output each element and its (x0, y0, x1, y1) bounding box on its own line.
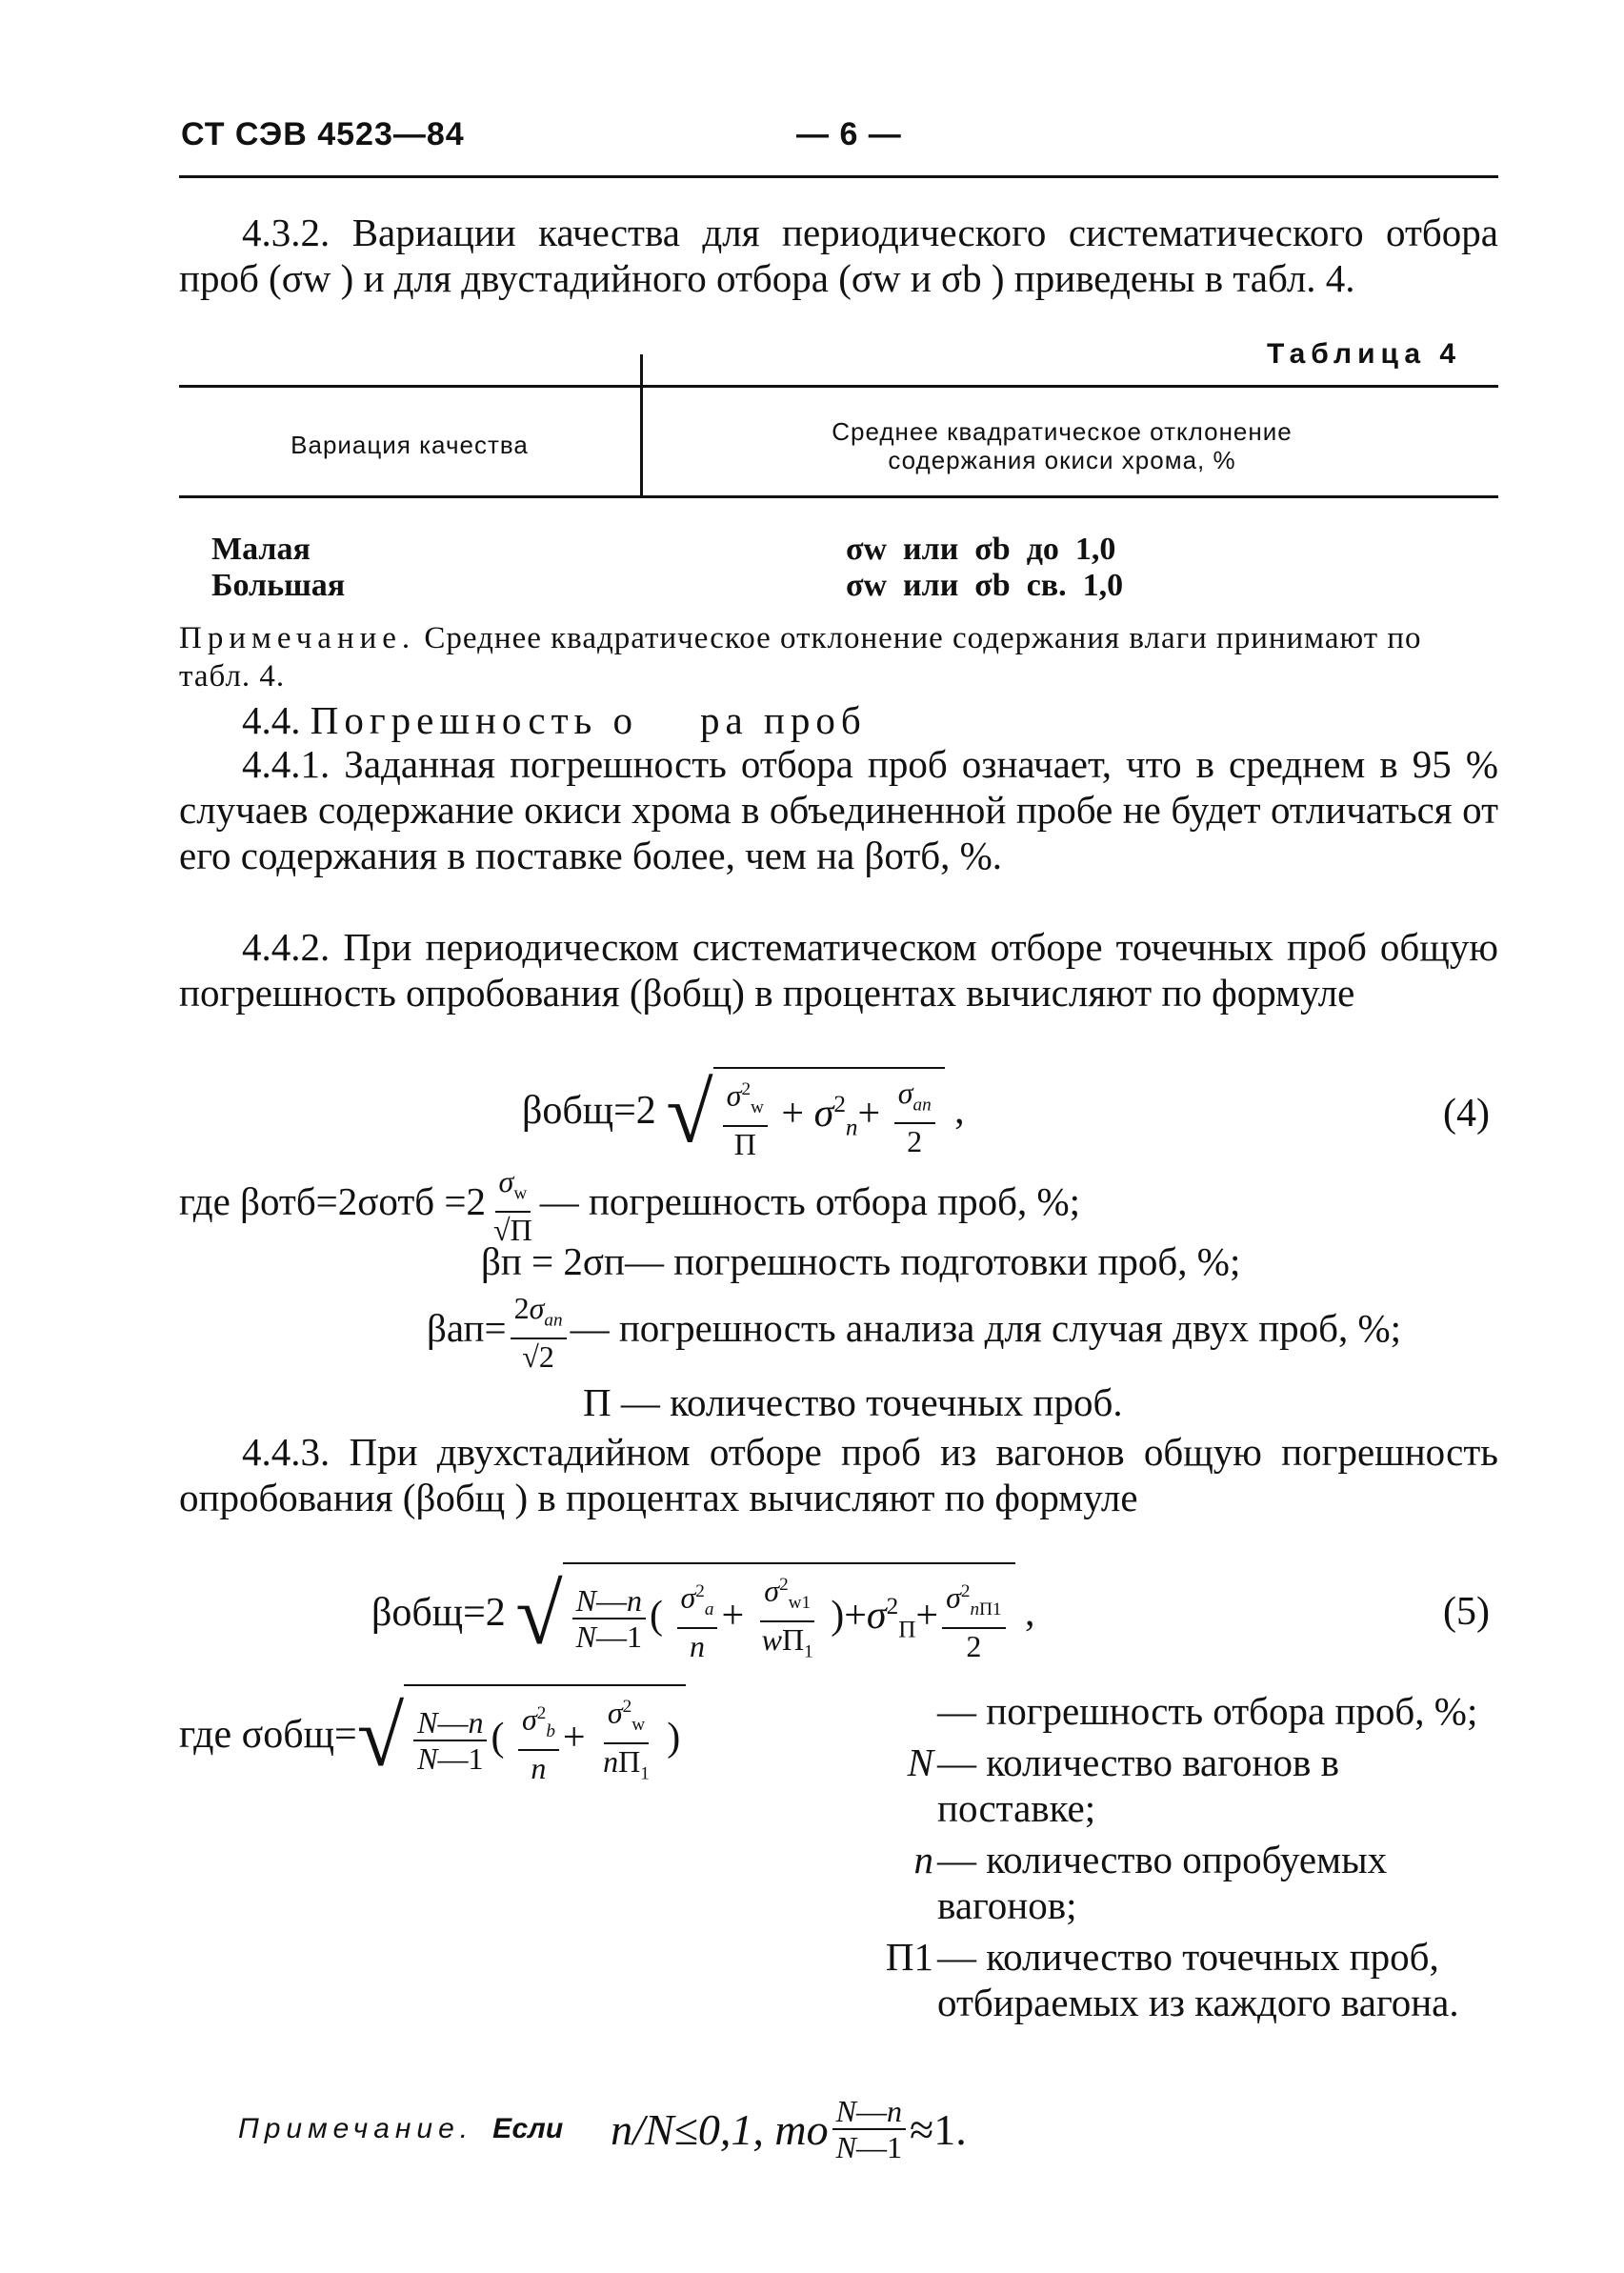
def-lead: βап= (427, 1306, 507, 1351)
table-note-label: Примечание. (179, 621, 416, 655)
final-note-text: Если (492, 2113, 564, 2144)
definition-item (819, 1837, 1498, 1928)
formula-5-number: (5) (1443, 1590, 1490, 1634)
section-number: 4.4. (242, 698, 301, 742)
definition-preparation-error (481, 1238, 1240, 1284)
def-text: — погрешность подготовки проб, %; (624, 1239, 1241, 1283)
section-heading-4-4 (242, 697, 867, 743)
radical-sign: √ (515, 1568, 563, 1663)
def-symbol (819, 1688, 933, 1734)
final-note-tail: ≈1. (909, 2104, 967, 2154)
def-lead: П (583, 1380, 612, 1424)
formula-4-lhs: βобщ=2 (522, 1089, 656, 1134)
def-lead: где σобщ= (179, 1712, 357, 1757)
formula-4-radicand: $\frac{\sigma^2_w}{П}$ + $\sigma^2_п+$ $\frac{\sigma_{ап}}{2}$ (713, 1067, 945, 1161)
formula-5 (371, 1562, 1035, 1669)
table-note (179, 619, 1498, 695)
table-header-deviation: Среднее квадратическое отклонение содержания окиси хрома, % (832, 417, 1293, 474)
formula-5-tail: , (1025, 1590, 1035, 1635)
def-text: — количество опробуемых вагонов; (937, 1838, 1388, 1927)
document-code: СТ СЭВ 4523—84 (181, 116, 465, 152)
formula-5-radicand: $\frac{N—n}{N—1}$ ( $\frac{\sigma^2_a}{n}$ + $\frac{\sigma^2_{w1}}{wП_1}$ )$+\sigma^2_П+$ $\frac{\sigma^2_{пП1}}{2}$ (563, 1562, 1015, 1669)
definition-analysis-error: βап= $\frac{2\sigma_{ап}}{√2}$ — погрешность анализа для случая двух проб, %; (427, 1291, 1402, 1375)
definition-item (819, 1934, 1498, 2025)
def-lead: βп = 2σп (481, 1239, 625, 1283)
definition-item (819, 1740, 1498, 1831)
final-note (238, 2094, 967, 2164)
section-title: Погрешность о ра проб (310, 698, 867, 742)
header-rule (179, 175, 1498, 178)
def-symbol: N (907, 1740, 933, 1784)
table-header-rule (179, 495, 1498, 498)
table-column-divider (640, 354, 643, 495)
paragraph-4-4-1: 4.4.1. Заданная погрешность отбора проб означает, что в среднем в 95 % случаев содержание окиси хрома в объединенной пробе не будет отличаться от его содержания в поставке более, чем на βотб, %. (179, 742, 1498, 877)
formula-4-number: (4) (1443, 1092, 1490, 1136)
def-text: — количество точечных проб, отбираемых из каждого вагона. (937, 1935, 1459, 2024)
table-note-text: Среднее квадратическое отклонение содержания влаги принимают по табл. 4. (179, 621, 1422, 694)
definition-list-5 (819, 1688, 1498, 2025)
table-row-name: Малая (211, 532, 311, 567)
final-note-condition: n/N≤0,1, то (611, 2104, 829, 2154)
def-text: — погрешность отбора проб, %; (937, 1689, 1478, 1733)
radical-sign: √ (356, 1690, 405, 1785)
paragraph-4-4-3: 4.4.3. При двухстадийном отборе проб из вагонов общую погрешность опробования (βобщ ) в процентах вычисляют по формуле (179, 1430, 1498, 1519)
table-row-name: Большая (211, 568, 346, 603)
definition-sampling-error: где βотб=2σотб =2 $\frac{\sigma_w}{√П}$ — погрешность отбора проб, %; (179, 1164, 1081, 1248)
final-note-label: Примечание. (238, 2113, 474, 2144)
def-text: — количество точечных проб. (620, 1380, 1123, 1424)
table-caption: Таблица 4 (1267, 338, 1462, 370)
final-note-fraction: $\frac{N—n}{N—1}$ (832, 2094, 906, 2164)
table-top-rule (179, 385, 1498, 388)
table-row-value: σw или σb св. 1,0 (846, 568, 1124, 603)
formula-4 (522, 1067, 965, 1161)
table-header-quality: Вариация качества (291, 431, 529, 459)
def-symbol: n (913, 1838, 933, 1881)
sigma-total-radicand: $\frac{N—n}{N—1}$ ( $\frac{\sigma^2_b}{n}$ + $\frac{\sigma^2_w}{nП_1}$ ) (404, 1684, 686, 1791)
definition-item (819, 1688, 1498, 1734)
table-row-value: σw или σb до 1,0 (846, 532, 1116, 567)
formula-5-lhs: βобщ=2 (371, 1590, 506, 1635)
def-text: — количество вагонов в поставке; (937, 1740, 1339, 1830)
paragraph-4-3-2: 4.3.2. Вариации качества для периодического систематического отбора проб (σw ) и для двустадийного отбора (σw и σb ) приведены в табл. 4. (179, 211, 1498, 300)
def-text: — погрешность отбора проб, %; (539, 1179, 1081, 1224)
formula-4-tail: , (954, 1089, 965, 1134)
def-lead: где βотб=2σотб =2 (179, 1179, 487, 1224)
def-text: — погрешность анализа для случая двух проб, %; (570, 1306, 1402, 1351)
definition-point-count (583, 1379, 1123, 1425)
radical-sign: √ (666, 1066, 713, 1161)
def-symbol: П1 (885, 1935, 933, 1979)
paragraph-4-4-2: 4.4.2. При периодическом систематическом отборе точечных проб общую погрешность опробования (βобщ) в процентах вычисляют по формуле (179, 925, 1498, 1015)
page-number: — 6 — (796, 116, 902, 152)
formula-5-sigma-total (179, 1684, 686, 1791)
